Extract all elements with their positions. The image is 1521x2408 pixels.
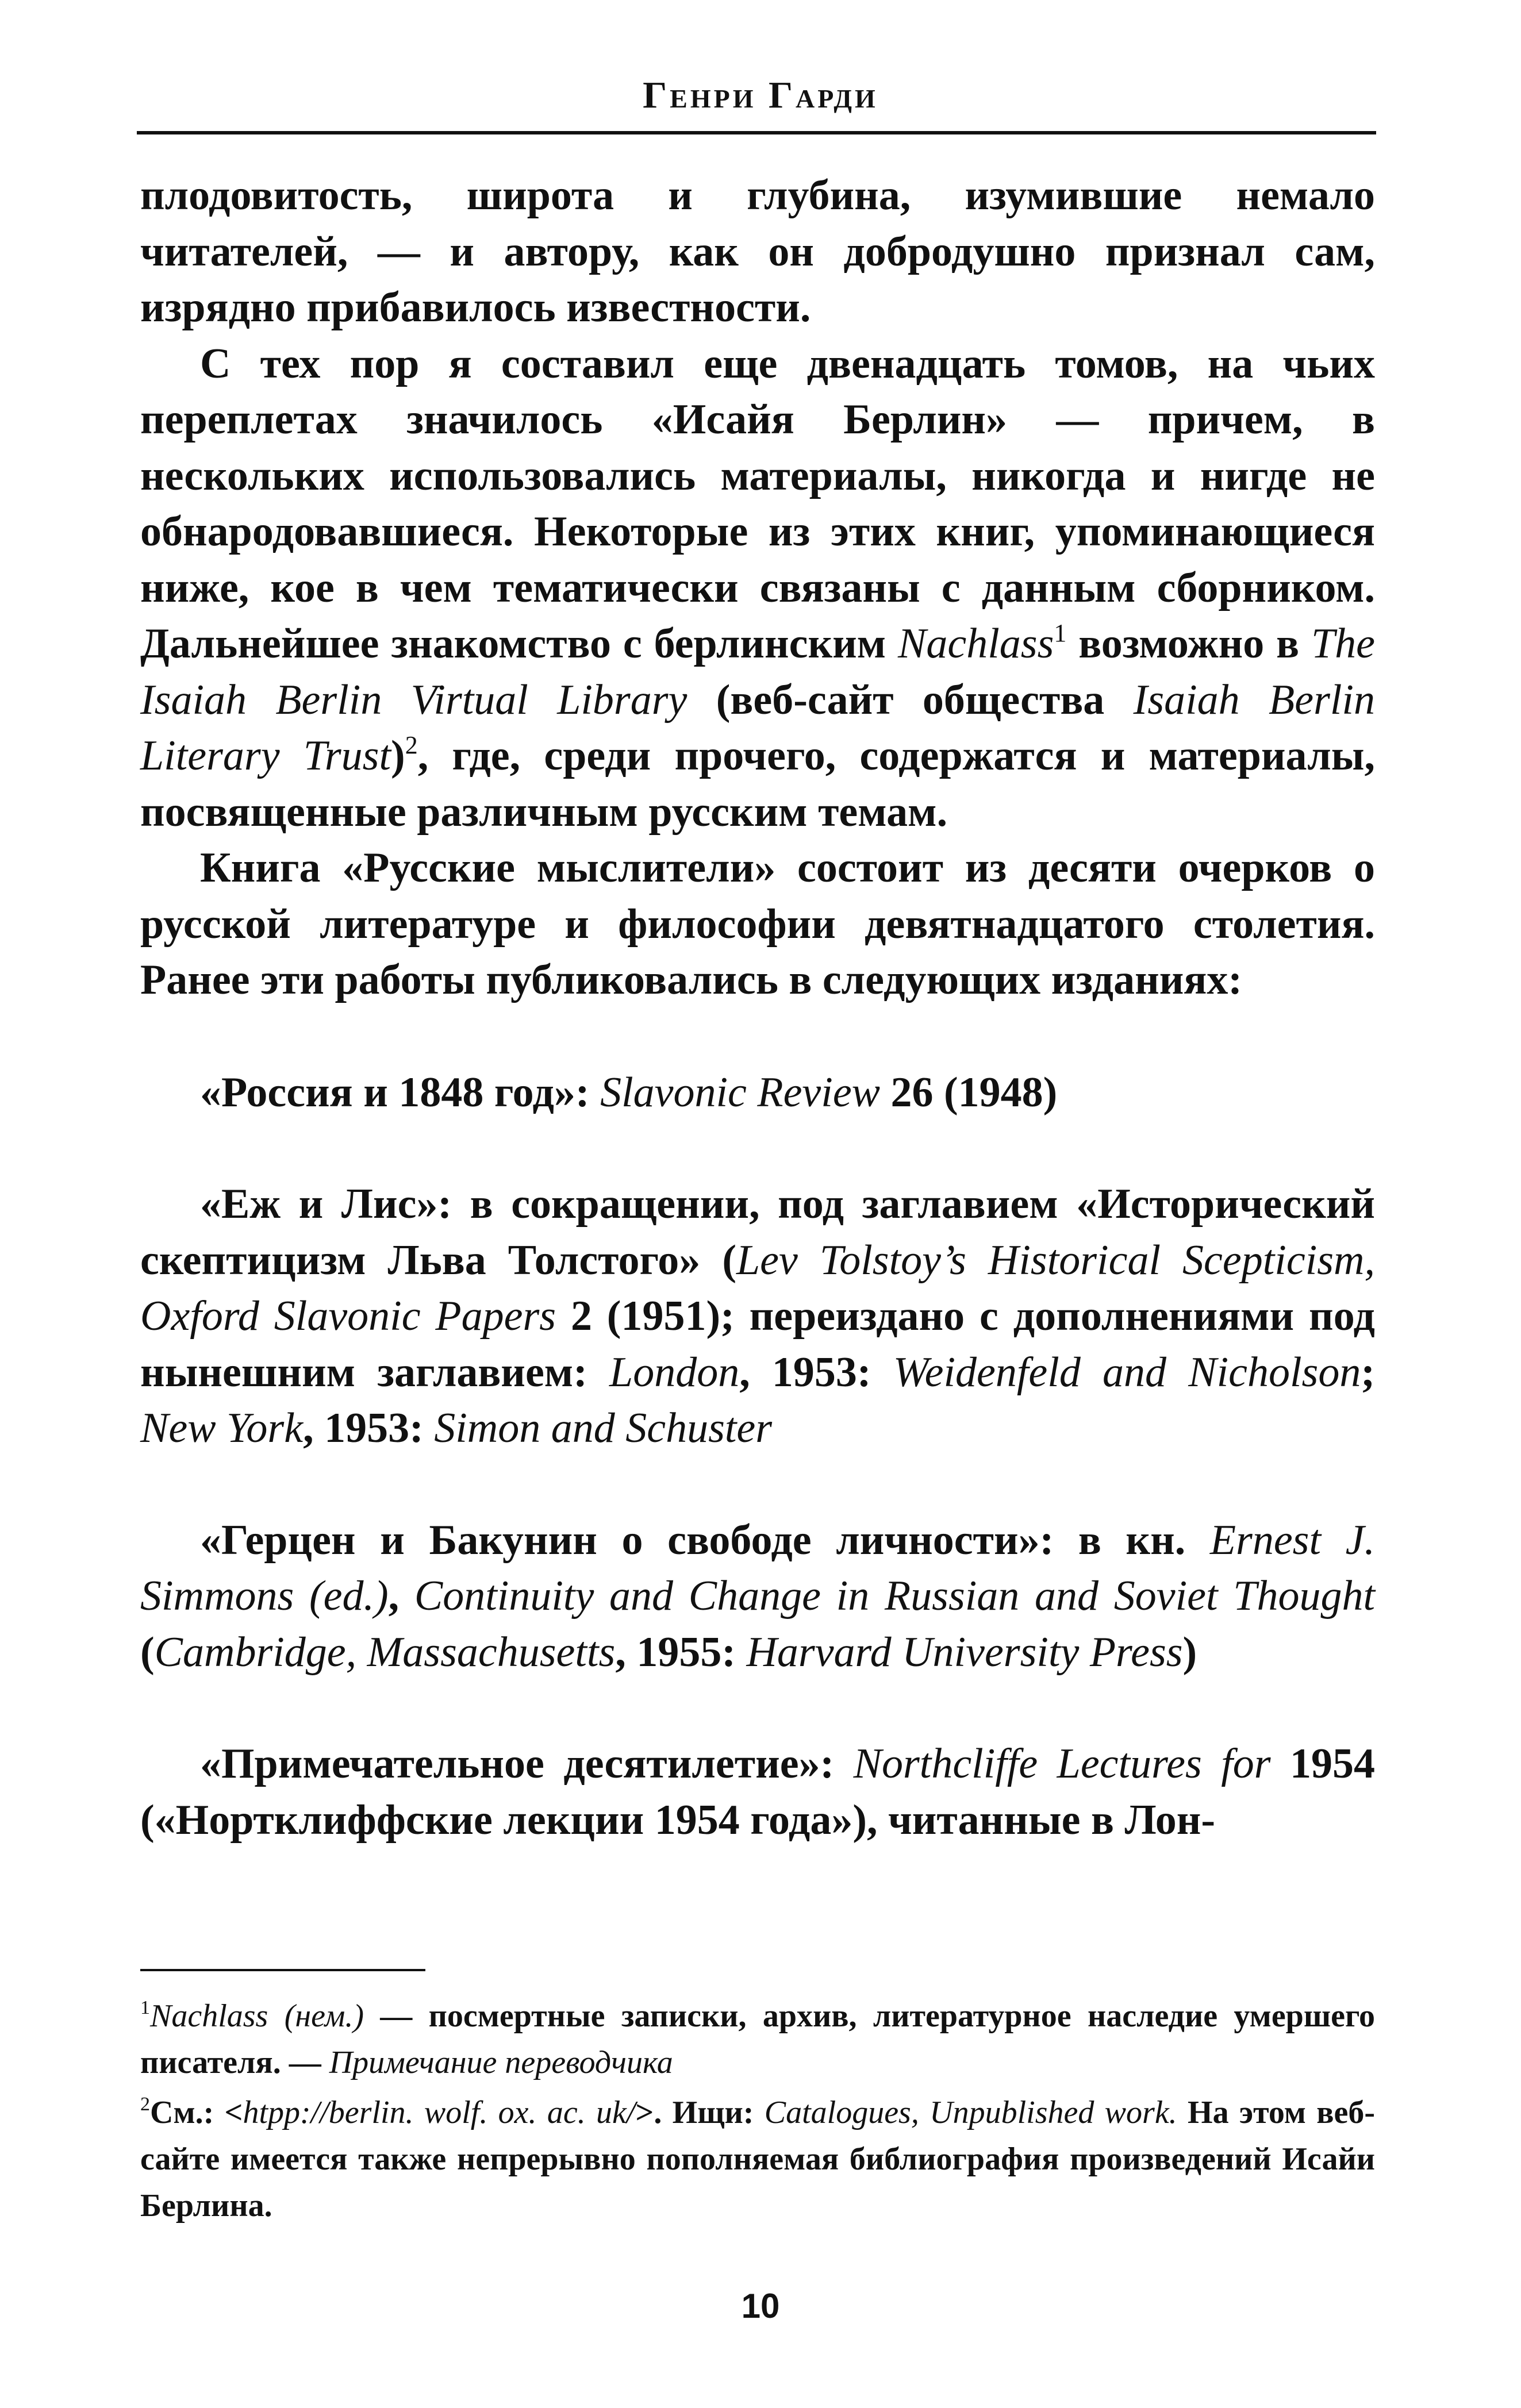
footnotes bbox=[140, 1993, 1375, 2229]
footnote-2: $^2$См.: <htpp://berlin. wolf. ox. ac. uk/>. Ищи: Catalogues, Unpublished work. На этом веб-сайте имеется также непрерывно пополняемая библиография произведений Исайи Берлина. bbox=[140, 2094, 1375, 2224]
publication-entry: «Россия и 1848 год»: Slavonic Review 26 (1948) bbox=[200, 1068, 1058, 1116]
url-link[interactable]: htpp://berlin. wolf. ox. ac. uk/ bbox=[243, 2095, 636, 2130]
footnote-ref-2[interactable]: 2 bbox=[405, 731, 418, 759]
page-number: 10 bbox=[741, 2287, 780, 2325]
running-header: Генри Гарди bbox=[643, 74, 878, 116]
paragraph: С тех пор я составил еще двенадцать томов, на чьих переплетах значилось «Исайя Берлин» — причем, в нескольких использовались материалы, никогда и нигде не обнародовавшиеся. Некоторые из этих книг, упоминающиеся ниже, кое в чем тематически связаны с данным сборником. Дальнейшее знакомство с берлинским Nachlass$^1$ возможно в The Isaiah Berlin Virtual Library (веб-сайт общества Isaiah Berlin Literary Trust)$^2$, где, среди прочего, содержатся и материалы, посвященные различным русским темам. bbox=[140, 340, 1375, 836]
footnote-number: 2 bbox=[140, 2094, 150, 2115]
footnote-number: 1 bbox=[140, 1997, 150, 2018]
publication-entry: «Герцен и Бакунин о свободе личности»: в кн. Ernest J. Simmons (ed.), Continuity and Change in Russian and Soviet Thought (Cambridge, Massachusetts, 1955: Harvard University Press) bbox=[140, 1516, 1376, 1676]
italic-term: Isaiah Berlin Literary Trust bbox=[140, 676, 1375, 779]
footnote-1: $^1$Nachlass (нем.) — посмертные записки, архив, литературное наследие умершего писателя. — Примечание переводчика bbox=[140, 1997, 1375, 2080]
main-text bbox=[140, 168, 1375, 1848]
italic-term: The Isaiah Berlin Virtual Library bbox=[140, 620, 1375, 724]
paragraph-continued: плодовитость, широта и глубина, изумившие немало читателей, — и автору, как он добродушно признал сам, изрядно прибавилось известности. bbox=[140, 172, 1375, 331]
footnote-rule bbox=[140, 1969, 425, 1971]
paragraph: Книга «Русские мыслители» состоит из десяти очерков о русской литературе и философии девятнадцатого столетия. Ранее эти работы публиковались в следующих изданиях: bbox=[140, 844, 1375, 1003]
italic-term: Nachlass bbox=[898, 620, 1054, 667]
header-rule bbox=[137, 131, 1376, 134]
publication-entry: «Еж и Лис»: в сокращении, под заглавием «Исторический скептицизм Льва Толстого» (Lev Tolstoy’s Historical Scepticism, Oxford Slavonic Papers 2 (1951); переиздано с дополнениями под нынешним заглавием: London, 1953: Weidenfeld and Nicholson; New York, 1953: Simon and Schuster bbox=[140, 1180, 1375, 1452]
publication-entry: «Примечательное десятилетие»: Northcliffe Lectures for 1954 («Нортклиффские лекции 1954 года»), читанные в Лон- bbox=[140, 1740, 1375, 1844]
footnote-ref-1[interactable]: 1 bbox=[1054, 619, 1067, 647]
